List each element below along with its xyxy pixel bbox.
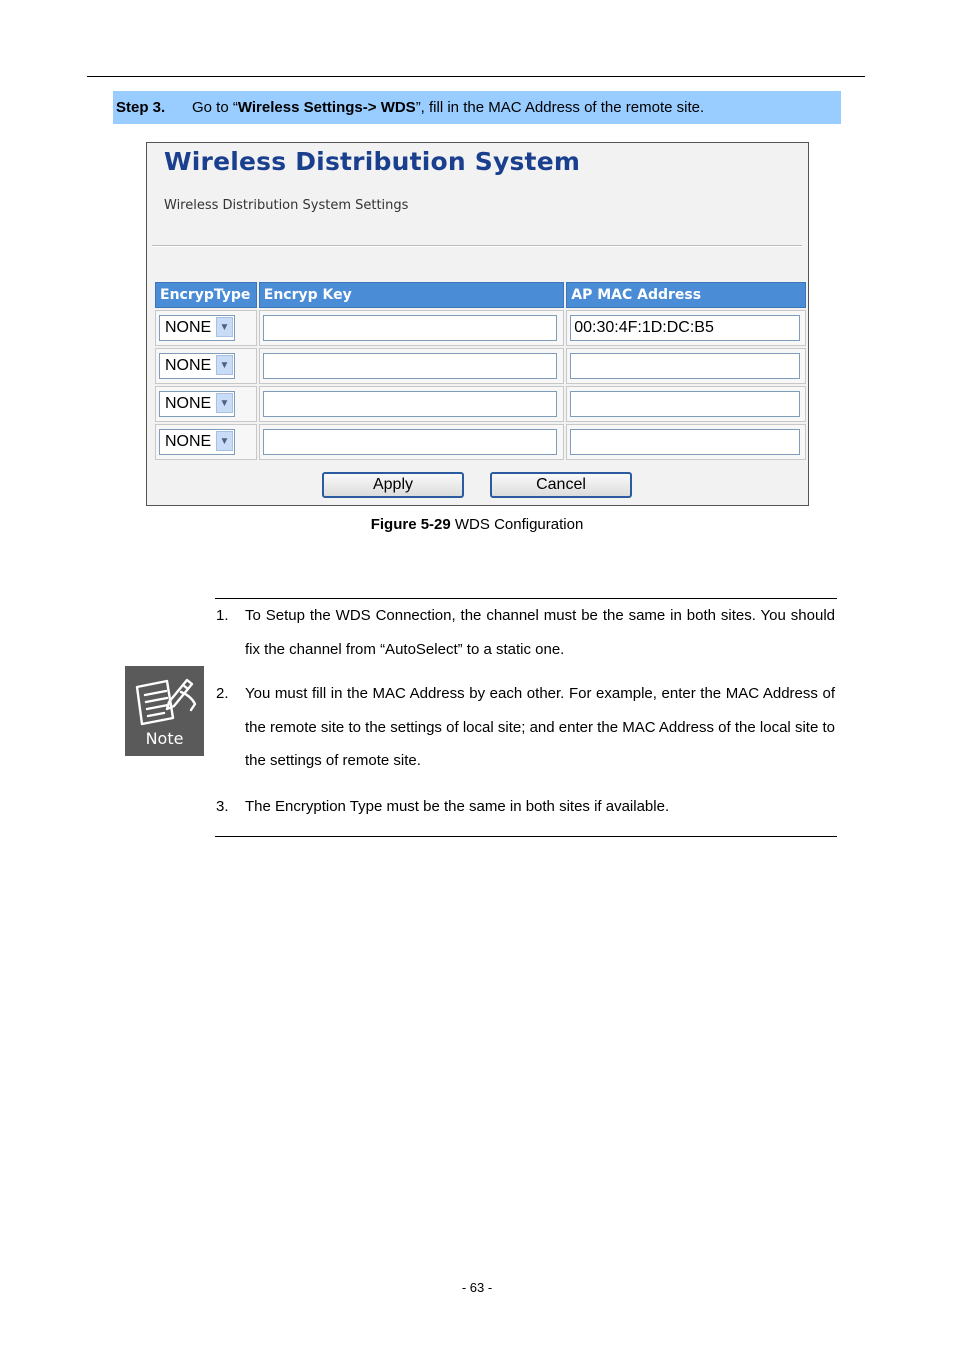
column-header-encryp-type: EncrypType — [155, 282, 257, 308]
table-row — [155, 348, 806, 384]
encryp-type-select-4[interactable]: NONE ▼ — [159, 429, 235, 455]
encryp-key-input-4[interactable] — [263, 429, 557, 455]
note-item: 3. The Encryption Type must be the same in both sites if available. — [216, 798, 670, 815]
wds-screenshot — [146, 142, 809, 506]
section-divider — [152, 245, 802, 247]
notepad-pen-icon — [125, 666, 204, 730]
wds-title: Wireless Distribution System — [164, 147, 581, 176]
cancel-button[interactable]: Cancel — [490, 472, 632, 498]
chevron-down-icon[interactable]: ▼ — [216, 317, 233, 337]
page-number: - 63 - — [461, 1280, 493, 1295]
step-bar — [113, 91, 841, 124]
table-header-row — [155, 282, 806, 308]
table-row — [155, 310, 806, 346]
wds-table — [153, 280, 808, 462]
column-header-ap-mac: AP MAC Address — [566, 282, 806, 308]
apply-button[interactable]: Apply — [322, 472, 464, 498]
encryp-key-input-2[interactable] — [263, 353, 557, 379]
chevron-down-icon[interactable]: ▼ — [216, 355, 233, 375]
encryp-type-select-2[interactable]: NONE ▼ — [159, 353, 235, 379]
header-rule — [87, 76, 865, 77]
table-row — [155, 386, 806, 422]
encryp-type-select-3[interactable]: NONE ▼ — [159, 391, 235, 417]
note-label: Note — [145, 729, 184, 748]
note-item: 2. You must fill in the MAC Address by each other. For example, enter the MAC Address of the remote site to the settings of local site; and enter the MAC Address of the local site to the settings of remote site. — [216, 685, 835, 769]
encryp-key-input-3[interactable] — [263, 391, 557, 417]
column-header-encryp-key: Encryp Key — [259, 282, 564, 308]
note-item: 1. To Setup the WDS Connection, the channel must be the same in both sites. You should fix the channel from “AutoSelect” to a static one. — [216, 607, 835, 658]
chevron-down-icon[interactable]: ▼ — [216, 393, 233, 413]
note-bottom-rule — [215, 836, 837, 837]
figure-number: Figure 5-29 — [370, 516, 451, 533]
ap-mac-input-1[interactable] — [570, 315, 800, 341]
ap-mac-input-2[interactable] — [570, 353, 800, 379]
ap-mac-input-3[interactable] — [570, 391, 800, 417]
encryp-type-select-1[interactable]: NONE ▼ — [159, 315, 235, 341]
step-menu-path: Wireless Settings-> WDS — [237, 99, 416, 116]
step-label: Step 3. — [116, 99, 166, 116]
note-icon — [125, 666, 204, 756]
figure-caption: Figure 5-29 WDS Configuration — [370, 516, 584, 533]
wds-subtitle: Wireless Distribution System Settings — [164, 198, 409, 213]
table-row — [155, 424, 806, 460]
encryp-key-input-1[interactable] — [263, 315, 557, 341]
step-instruction: Go to “Wireless Settings-> WDS”, fill in the MAC Address of the remote site. — [192, 99, 705, 116]
ap-mac-input-4[interactable] — [570, 429, 800, 455]
chevron-down-icon[interactable]: ▼ — [216, 431, 233, 451]
